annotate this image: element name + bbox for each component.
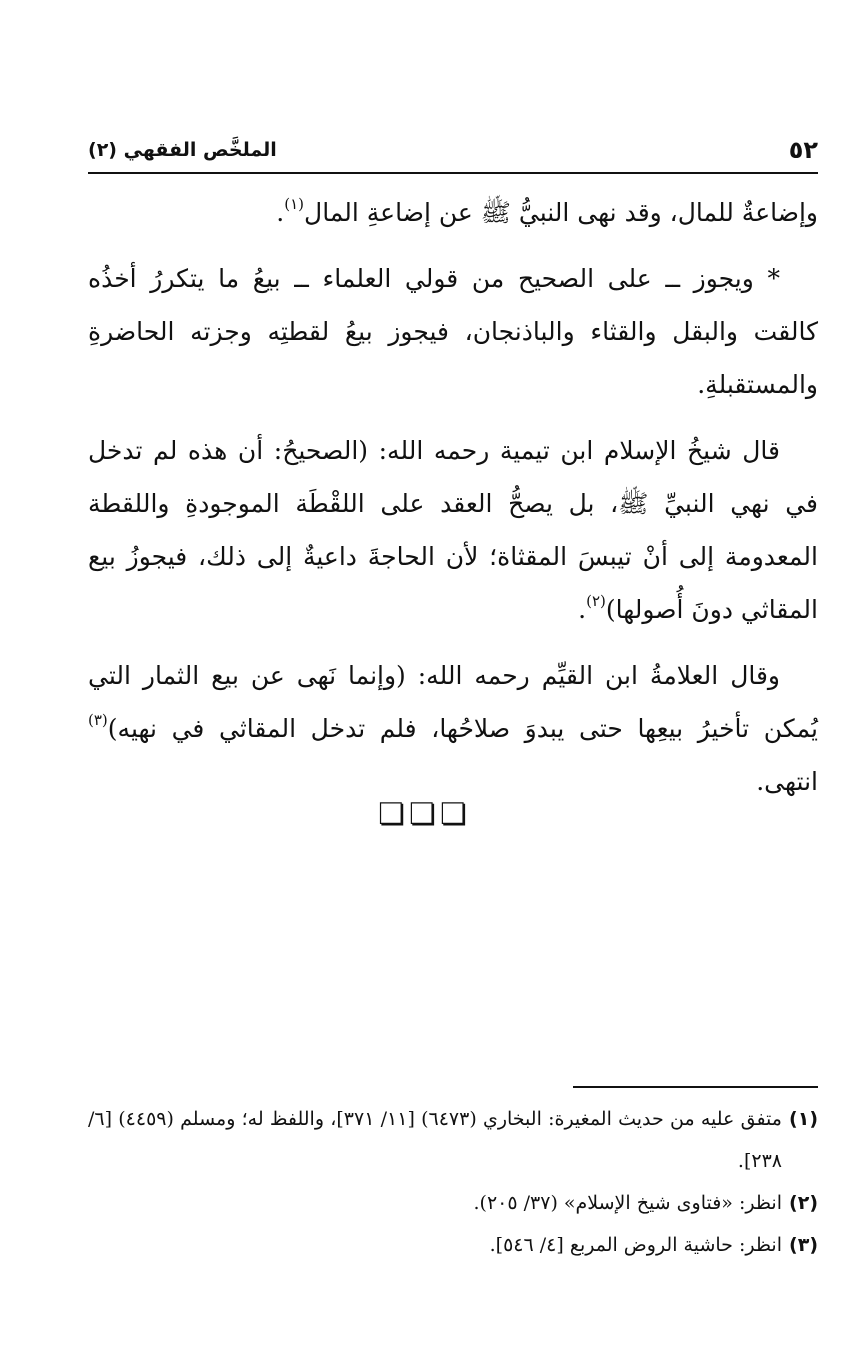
main-text xyxy=(88,186,818,821)
footnote-ref: (١) xyxy=(284,195,305,213)
page-number: ٥٢ xyxy=(788,136,818,164)
footnote xyxy=(88,1224,818,1266)
paragraph xyxy=(88,649,818,808)
paragraph-end: . xyxy=(578,595,587,624)
footnote-number: (١) xyxy=(789,1108,818,1130)
paragraph xyxy=(88,186,818,239)
book-title: الملخَّص الفقهي (٢) xyxy=(88,139,277,161)
paragraph-end: انتهى. xyxy=(756,767,818,796)
footnote-number: (٢) xyxy=(789,1192,818,1214)
paragraph-text: وقال العلامةُ ابن القيِّم رحمه الله: (وإنما نَهى عن بيع الثمار التي يُمكن تأخيرُ بيعِها حتى يبدوَ صلاحُها، فلم تدخل المقاثي في نهيه) xyxy=(88,661,818,743)
footnote-ref: (٢) xyxy=(586,592,606,610)
page-header xyxy=(88,128,818,174)
section-break-ornament: ❏❏❏ xyxy=(378,797,471,832)
footnote-number: (٣) xyxy=(789,1234,818,1256)
footnote-divider xyxy=(573,1086,818,1088)
paragraph xyxy=(88,424,818,636)
paragraph: * ويجوز ــ على الصحيح من قولي العلماء ــ بيعُ ما يتكررُ أخذُه كالقت والبقل والقثاء والباذنجان، فيجوز بيعُ لقطتِه وجزته الحاضرةِ والمستقبلةِ. xyxy=(88,264,818,399)
footnote xyxy=(88,1098,818,1182)
paragraph-end: . xyxy=(276,198,285,227)
footnote-text: متفق عليه من حديث المغيرة: البخاري (٦٤٧٣) [١١/ ٣٧١]، واللفظ له؛ ومسلم (٤٤٥٩) [٦/ ٢٣٨]. xyxy=(88,1108,782,1172)
paragraph-text: وإضاعةٌ للمال، وقد نهى النبيُّ ﷺ عن إضاعةِ المال xyxy=(304,198,818,227)
footnote-ref: (٣) xyxy=(88,711,108,729)
paragraph-text: قال شيخُ الإسلام ابن تيمية رحمه الله: (الصحيحُ: أن هذه لم تدخل في نهي النبيِّ ﷺ، بل يصحُّ العقد على اللقْطَة الموجودةِ واللقطة المعدومة إلى أنْ تيبسَ المقثاة؛ لأن الحاجةَ داعيةٌ إلى ذلك، فيجوزُ بيع المقاثي دونَ أُصولها) xyxy=(88,436,818,624)
footnotes xyxy=(88,1098,818,1266)
footnote xyxy=(88,1182,818,1224)
footnote-text: انظر: حاشية الروض المربع [٤/ ٥٤٦]. xyxy=(489,1234,782,1256)
footnote-text: انظر: «فتاوى شيخ الإسلام» (٣٧/ ٢٠٥). xyxy=(473,1192,782,1214)
